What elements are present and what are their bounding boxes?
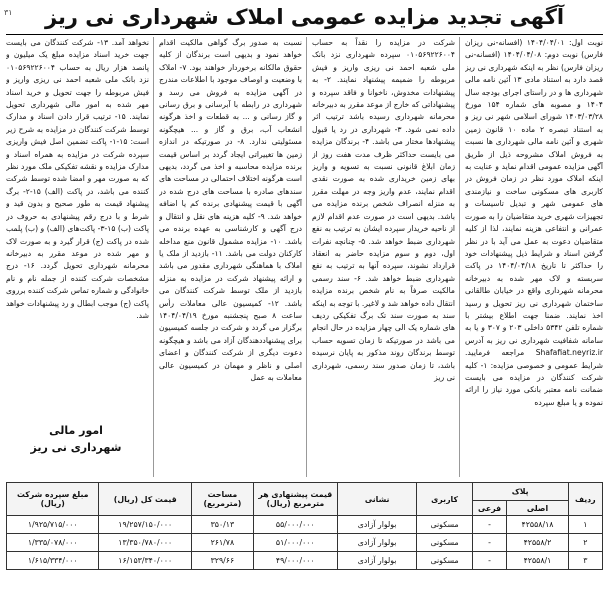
text-column-4 [6, 37, 149, 412]
cell-area: ۳۲۹/۶۶ [192, 552, 254, 570]
signature-line-1: امور مالی [49, 424, 103, 437]
cell-deposit: ۱/۶۱۵/۳۳۴/۰۰۰ [7, 552, 99, 570]
column-divider [306, 37, 307, 477]
cell-address: بولوار آزادی [337, 534, 416, 552]
signature-block [26, 422, 126, 456]
cell-plaque-main: ۴۲۵۵۸/۲ [507, 534, 568, 552]
cell-unit-price: ۵۱/۰۰۰/۰۰۰ [253, 534, 337, 552]
header-unit-price: قیمت پیشنهادی هر مترمربع (ریال) [253, 483, 337, 516]
cell-usage: مسکونی [417, 534, 472, 552]
cell-plaque-sub: - [472, 516, 507, 534]
notice-body [6, 37, 603, 477]
signature-line-2: شهرداری نی ریز [30, 441, 122, 454]
column-divider [459, 37, 460, 477]
cell-plaque-main: ۴۲۵۵۸/۱ [507, 552, 568, 570]
header-total-price: قیمت کل (ریال) [99, 483, 192, 516]
cell-total-price: ۱۳/۳۵۰/۷۸۰/۰۰۰ [99, 534, 192, 552]
page-number: ۳۱ [4, 8, 13, 17]
table-row [7, 516, 603, 534]
header-deposit: مبلغ سپرده شرکت (ریال) [7, 483, 99, 516]
cell-deposit: ۱/۹۲۵/۷۱۵/۰۰۰ [7, 516, 99, 534]
cell-address: بولوار آزادی [337, 552, 416, 570]
cell-unit-price: ۵۵/۰۰۰/۰۰۰ [253, 516, 337, 534]
cell-usage: مسکونی [417, 552, 472, 570]
text-column-1 [465, 37, 603, 477]
cell-row-number: ۳ [568, 552, 602, 570]
text-column-3 [159, 37, 302, 477]
header-plaque-sub: فرعی [472, 501, 507, 516]
header-address: نشانی [337, 483, 416, 516]
cell-total-price: ۱۶/۱۵۳/۳۴۰/۰۰۰ [99, 552, 192, 570]
cell-plaque-main: ۴۲۵۵۸/۱۸ [507, 516, 568, 534]
header-plaque: پلاک [472, 483, 568, 501]
header-row-number: ردیف [568, 483, 602, 516]
title-bar [8, 2, 601, 32]
page-title: آگهی تجدید مزایده عمومی املاک شهرداری نی ریز [44, 5, 565, 29]
text-column-2 [312, 37, 455, 477]
table-row [7, 552, 603, 570]
table-header-row [7, 483, 603, 501]
header-area: مساحت (مترمربع) [192, 483, 254, 516]
column-2-text: شرکت در مزایده را نقداً به حساب ۰۱۰۵۶۹۲۲۶۰۰۴ سپرده شهرداری نزد بانک ملی شعبه احمد نی ریزی واریز و فیش مربوطه را ضمیمه پیشنهاد نمایند. ۲- به پیشنهادات مخدوش، ناخوانا و فاقد سپرده و پیشنهاداتی که خارج از موعد مقرر به دبیرخانه محرمانه شهرداری رسیده باشد ترتیب اثر داده نمی شود. ۳- شهرداری در رد یا قبول پیشنهادها مختار می باشد. ۴- برندگان مزایده می بایست حداکثر ظرف مدت هفت روز از زمان ابلاغ قانونی نسبت به تسویه و واریز بهای زمین خریداری شده به صورت نقدی اقدام نمایند، عدم واریز وجه در مهلت مقرر به منزله انصراف شخص برنده مزایده می باشد. بدیهی است در صورت عدم اقدام لازم از ناحیه خریدار سپرده ایشان به ترتیب به نفع شهرداری ضبط خواهد شد. ۵- چنانچه نفرات اول، دوم و سوم مزایده حاضر به انعقاد قرارداد نشوند، سپرده آنها به ترتیب به نفع شهرداری ضبط خواهد شد. ۶- سند رسمی مالکیت صرفاً به نام شخص برنده مزایده انتقال داده خواهد شد و لاغیر. با توجه به اینکه سند به صورت سند تک برگ تفکیکی ردیف های شماره یک الی چهار مزایده در حال انجام می باشد در صورتیکه تا زمان تسویه حساب توسط برندگان روند مذکور به پایان نرسیده باشد، تا زمان صدور سند رسمی، شهرداری نی ریز [312, 38, 455, 382]
cell-usage: مسکونی [417, 516, 472, 534]
column-4-text: نخواهد آمد. ۱۳- شرکت کنندگان می بایست جهت خرید اسناد مزایده مبلغ یک میلیون و پانصد هزار ریال به حساب ۰۱۰۵۶۹۲۲۶۰۰۴ نزد بانک ملی شعبه احمد نی ریزی واریز و فیش مربوطه را جهت تحویل و خرید اسناد مهر شده به امور مالی شهرداری تحویل نمایند. ۱۵- ترتیب قرار دادن اسناد و مدارک توسط شرکت کنندگان در مزایده به شرح زیر است: ۱۵-۱- پاکت تضمین اصل فیش واریزی سپرده شرکت در مزایده به همراه اسناد و مدارک مزایده و نقشه تفکیکی ملک مورد نظر که به صورت مهر و امضا شده توسط شرکت کننده می باشد، در پاکت (الف) ۱۵-۲- برگ پیشنهاد قیمت به طور صحیح و بدون قید و شرط و با درج رقم پیشنهادی به حروف در پاکت (ب) ۱۵-۳- پاکت‌های (الف) و (ب) پلمب شده در پاکت (ج) قرار گیرد و به صورت لاک و مهر شده در موعد مقرر به دبیرخانه محرمانه شهرداری تحویل گردد. ۱۶- درج مشخصات شرکت کننده از جمله نام و نام خانوادگی و شماره تماس شرکت کننده برروی پاکت (ج) موجب ابطال و رد پیشنهادات خواهد شد. [6, 38, 149, 320]
cell-row-number: ۱ [568, 516, 602, 534]
cell-plaque-sub: - [472, 552, 507, 570]
cell-deposit: ۱/۳۳۵/۰۷۸/۰۰۰ [7, 534, 99, 552]
header-plaque-main: اصلی [507, 501, 568, 516]
cell-area: ۲۶۱/۷۸ [192, 534, 254, 552]
column-divider [153, 37, 154, 477]
column-3-text: نسبت به صدور برگ گواهی مالکیت اقدام خواهد نمود و بدیهی است برندگان از کلیه حقوق مالکانه برخوردار خواهند بود. ۷- املاک با وضعیت و اوصاف موجود با اطلاعات مندرج در آگهی مزایده به فروش می رسد و شهرداری در رابطه با آبرسانی و برق رسانی و گاز رسانی و ... به قطعات و اخذ هرگونه انشعاب آب، برق و گاز و ... هیچگونه مسئولیتی ندارد. ۸- در صورتیکه در اندازه زمین ها تغییراتی ایجاد گردد بر اساس قیمت برنده مزایده محاسبه و اخذ می گردد، بدیهی است هرگونه اختلاف احتمالی در مساحت های سندهای صادره با مساحت های درج شده در آگهی با قیمت پیشنهادی برنده کم یا اضافه خواهد شد. ۹- کلیه هزینه های نقل و انتقال و درج آگهی و کارشناسی به عهده برنده می باشد. ۱۰- مزایده مشمول قانون منع مداخله کارکنان دولت می باشد. ۱۱- بازدید از ملک یا املاک با هماهنگی شهرداری مقدور می باشد و ارائه پیشنهاد شرکت در مزایده به منزله بازدید از ملک توسط شرکت کنندگان می باشد. ۱۲- کمیسیون عالی معاملات رأس ساعت ۸ صبح پنجشنبه مورخ ۱۴۰۴/۰۴/۱۹ برگزار می گردد و شرکت در جلسه کمیسیون برای پیشنهاددهندگان آزاد می باشد و هیچگونه دعوت دیگری از شرکت کنندگان و اعضای اصلی و ناظر و مهمان در کمیسیون عالی معاملات به عمل [159, 38, 302, 382]
cell-address: بولوار آزادی [337, 516, 416, 534]
cell-total-price: ۱۹/۲۵۷/۱۵۰/۰۰۰ [99, 516, 192, 534]
header-usage: کاربری [417, 483, 472, 516]
cell-unit-price: ۴۹/۰۰۰/۰۰۰ [253, 552, 337, 570]
properties-table [6, 482, 603, 570]
table-row [7, 534, 603, 552]
column-1-text: نوبت اول: ۱۴۰۴/۰۴/۰۱ (افسانه-نی ریزان فارس) نوبت دوم: ۱۴۰۴/۰۴/۰۸ (افسانه-نی ریزان فارس) نظر به اینکه شهرداری نی ریز قصد دارد به استناد مادی ۱۳ آئین نامه مالی شهرداری ها و در راستای اجرای بودجه سال ۱۴۰۴ و مصوبه های شماره ۱۵۴ مورخ ۱۴۰۳/۰۳/۲۸ شورای اسلامی شهر نی ریز و به استناد تبصره ۲ ماده ۱۰ قانون زمین شهری و آئین نامه مالی شهرداری ها نسبت به فروش املاک مشروحه ذیل از طریق آگهی مزایده عمومی اقدام نماید و عنایت به اینکه املاک مورد نظر در زمان فروش در کاربری های مسکونی ساخت و نیازمندی های عمومی شهر و تبدیل تاسیسات و تجهیزات شهری خرید متقاضیان را به صورت عمرانی و انتفاعی هزینه نمایند، لذا از کلیه متقاضیان دعوت به عمل می آید با در نظر گرفتن اسناد و شرایط ذیل پیشنهادات خود را حداکثر تا تاریخ ۱۴۰۴/۰۴/۱۸ در پاکت سربسته و لاک مهر شده به دبیرخانه محرمانه شهرداری واقع در خیابان طالقانی ساختمان شهرداری نی ریز تحویل و رسید اخذ نمایند. ضمنا جهت اطلاع بیشتر با شماره تلفن ۵۳۴۲ داخلی ۲۰۳ و ۳۰۷ و یا به سامانه شفافیت شهرداری نی ریز به آدرس Shafafiat.neyriz.ir مراجعه فرمایید. شرایط عمومی و خصوصی مزایده: ۱- کلیه شرکت کنندگان در مزایده می بایست ضمانت نامه معتبر بانکی مورد نیاز را ارائه نموده و یا مبلغ سپرده [465, 38, 603, 407]
cell-plaque-sub: - [472, 534, 507, 552]
title-divider [6, 34, 603, 35]
cell-row-number: ۲ [568, 534, 602, 552]
cell-area: ۳۵۰/۱۳ [192, 516, 254, 534]
